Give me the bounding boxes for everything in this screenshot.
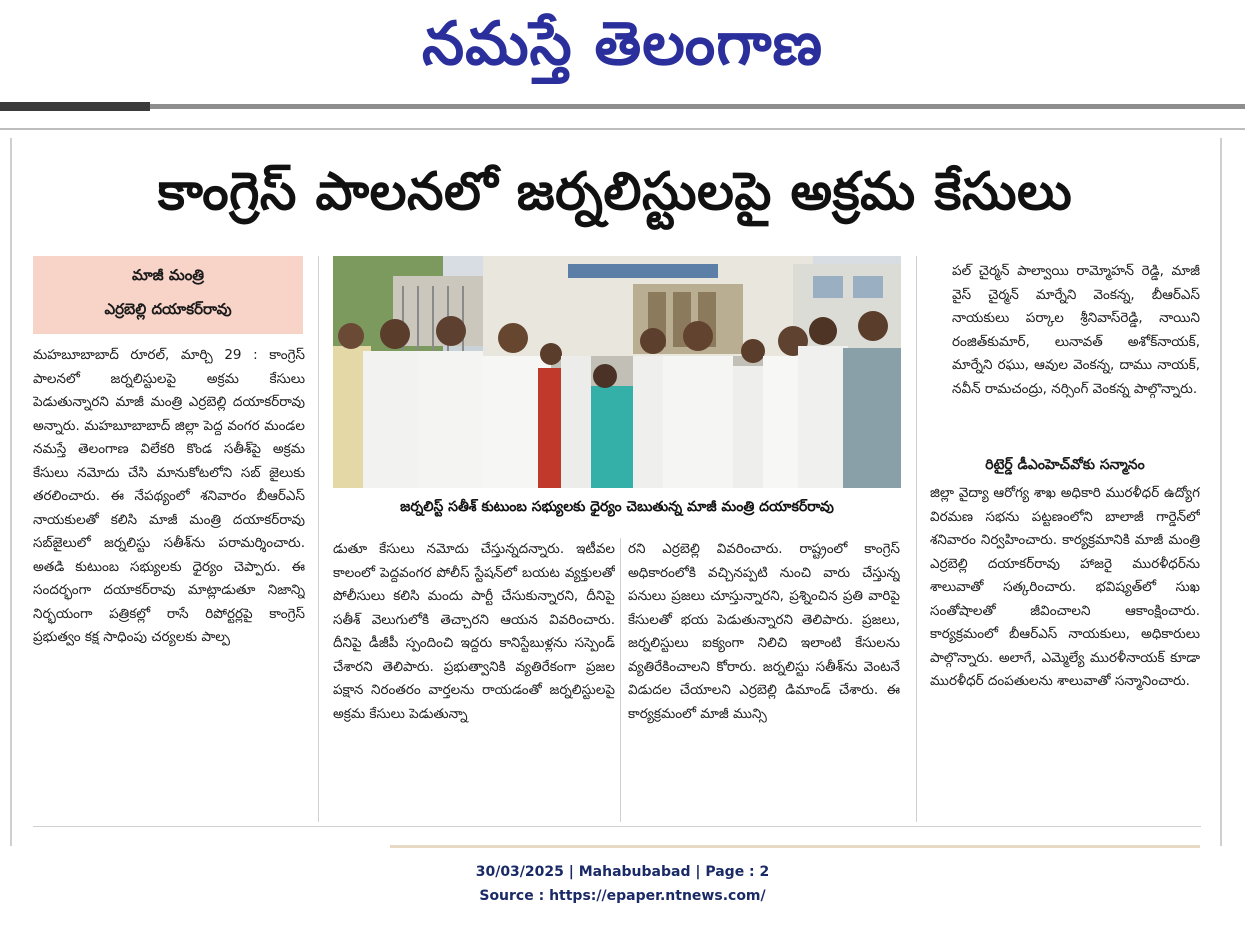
footer-date-edition: 30/03/2025 | Mahabubabad | Page : 2 [475, 864, 770, 880]
article-column-2 [333, 538, 615, 822]
byline-title: మాజీ మంత్రి [131, 266, 205, 284]
article-bottom-strip [390, 845, 1200, 848]
masthead-rule-thin [0, 128, 1245, 130]
column-2-text: డుతూ కేసులు నమోదు చేస్తున్నదన్నారు. ఇటీవల కాలంలో పెద్దవంగర పోలీస్ స్టేషన్‌లో బయట వ్యక్తులతో పోలీసులు కలిసి మందు పార్టీ చేసుకున్నారని, దీనిపై సతీశ్ వెలుగులోకి తెచ్చారని ఆయన వివరించారు. దీనిపై డీజీపీ స్పందించి ఇద్దరు కానిస్టేబుళ్లను సస్పెండ్ చేశారని తెలిపారు. ప్రభుత్వానికి వ్యతిరేకంగా ప్రజల పక్షాన నిరంతరం వార్తలను రాయడంతో జర్నలిస్టులపై అక్రమ కేసులు పెడుతున్నా [333, 541, 615, 722]
newspaper-logo: నమస్తే తెలంగాణ [421, 9, 824, 79]
news-photo [333, 256, 901, 488]
article-column-1 [33, 344, 305, 820]
byline-box [33, 256, 303, 334]
masthead-rule-grey [150, 104, 1245, 109]
photo-caption: జర్నలిస్ట్ సతీశ్ కుటుంబ సభ్యులకు ధైర్యం చెబుతున్న మాజీ మంత్రి దయాకర్‌రావు [400, 499, 834, 515]
column-4-top-text: పల్ చైర్మన్ పాల్వాయి రామ్మోహన్ రెడ్డి, మాజీ వైస్ చైర్మన్ మార్నేని వెంకన్న, బీఆర్‌ఎస్ నాయకులు పర్కాల శ్రీనివాస్‌రెడ్డి, నాయిని రంజిత్‌కుమార్, లునావత్ అశోక్‌నాయక్, మార్నేని రఘు, ఆవుల వెంకన్న, దాము నాయక్, నవీన్ రామచంద్రు, నర్సింగ్ వెంకన్న పాల్గొన్నారు. [952, 263, 1200, 397]
masthead-rule-dark [0, 102, 150, 111]
article-column-3 [628, 538, 900, 822]
masthead [0, 0, 1245, 100]
article-column-4-bottom [930, 482, 1200, 812]
footer-source-link[interactable]: Source : https://epaper.ntnews.com/ [479, 888, 766, 904]
column-1-text: మహబూబాబాద్ రూరల్, మార్చి 29 : కాంగ్రెస్ పాలనలో జర్నలిస్టులపై అక్రమ కేసులు పెడుతున్నారని మాజీ మంత్రి ఎర్రబెల్లి దయాకర్‌రావు అన్నారు. మహబూబాబాద్ జిల్లా పెద్ద వంగర మండల నమస్తే తెలంగాణ విలేకరి కొండ సతీశ్‌పై అక్రమ కేసులు నమోదు చేసి మానుకోటలోని సబ్ జైలుకు తరలించారు. ఈ నేపథ్యంలో శనివారం బీఆర్‌ఎస్ నాయకులతో కలిసి మాజీ మంత్రి దయాకర్‌రావు సబ్‌జైలులో జర్నలిస్టు సతీశ్‌ను పరామర్శించారు. అతడి కుటుంబ సభ్యులకు ధైర్యం చెప్పారు. ఈ సందర్భంగా దయాకర్‌రావు మాట్లాడుతూ నిజాన్ని నిర్భయంగా పత్రికల్లో రాసే రిపోర్టర్లపై కాంగ్రెస్ ప్రభుత్వం కక్ష సాధింపు చర్యలకు పాల్ప [33, 347, 305, 645]
article-subhead: రిటైర్డ్ డీఎంహెచ్‌వోకు సన్మానం [985, 457, 1145, 473]
column-divider [318, 256, 319, 822]
byline-name: ఎర్రబెల్లి దయాకర్‌రావు [104, 300, 232, 318]
column-4-bottom-text: జిల్లా వైద్యా ఆరోగ్య శాఖ అధికారి మురళీధర్ ఉద్యోగ విరమణ సభను పట్టణంలోని బాలాజీ గార్డెన్‌లో శనివారం నిర్వహించారు. కార్యక్రమానికి మాజీ మంత్రి ఎర్రబెల్లి దయాకర్‌రావు హాజరై మురళీధర్‌ను శాలువాతో సత్కరించారు. భవిష్యత్‌లో సుఖ సంతోషాలతో జీవించాలని ఆకాంక్షించారు. కార్యక్రమంలో బీఆర్‌ఎస్ నాయకులు, అధికారులు పాల్గొన్నారు. అలాగే, ఎమ్మెల్యే మురళీనాయక్ కూడా మురళీధర్ దంపతులను శాలువాతో సన్మానించారు. [930, 485, 1200, 689]
article-bottom-rule [33, 826, 1201, 827]
article-column-4-top [952, 260, 1200, 446]
column-divider [916, 256, 917, 822]
column-divider [620, 538, 621, 822]
column-3-text: రని ఎర్రబెల్లి వివరించారు. రాష్ట్రంలో కాంగ్రెస్ అధికారంలోకి వచ్చినప్పటి నుంచి వారు చేస్తున్న పనులు ప్రజలు చూస్తున్నారని, ప్రశ్నించిన ప్రతి వారిపై కేసులతో భయ పెడుతున్నారని తెలిపారు. ప్రజలు, జర్నలిస్టులు ఐక్యంగా నిలిచి ఇలాంటి కేసులను వ్యతిరేకించాలని కోరారు. జర్నలిస్టు సతీశ్‌ను వెంటనే విడుదల చేయాలని ఎర్రబెల్లి డిమాండ్ చేశారు. ఈ కార్యక్రమంలో మాజీ మున్సి [628, 541, 900, 722]
group-photo-illustration [333, 256, 901, 488]
article-headline: కాంగ్రెస్ పాలనలో జర్నలిస్టులపై అక్రమ కేసులు [157, 162, 1073, 222]
